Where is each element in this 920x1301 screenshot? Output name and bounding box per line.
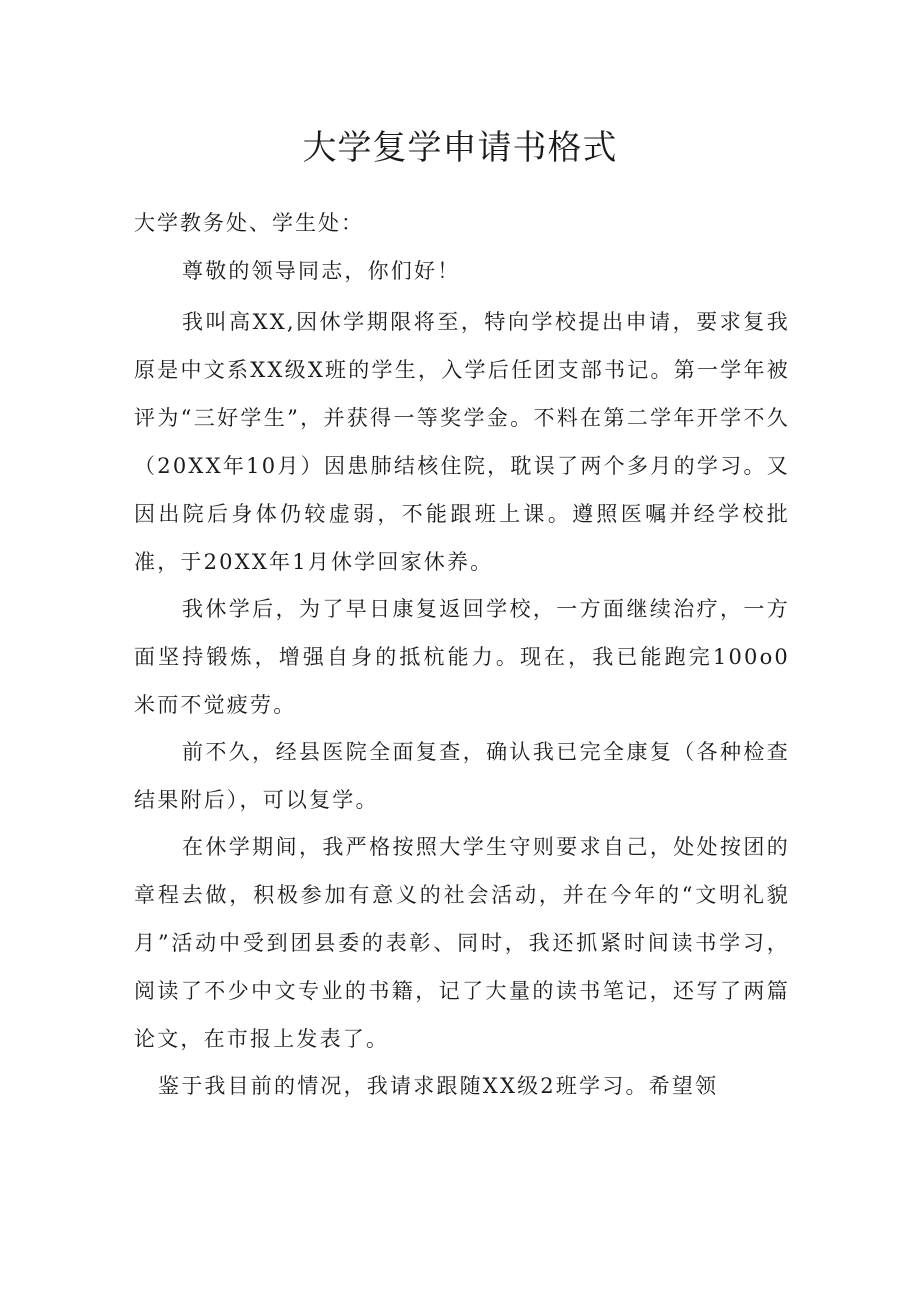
- salutation: 大学教务处、学生处：: [134, 211, 364, 235]
- paragraph-request: 鉴于我目前的情况，我请求跟随XX级2班学习。希望领: [158, 1074, 719, 1098]
- document-title: 大学复学申请书格式: [302, 128, 618, 168]
- paragraph-conduct: 在休学期间，我严格按照大学生守则要求自己，处处按团的章程去做，积极参加有意义的社会活动，并在今年的“文明礼貌月”活动中受到团县委的表彰、同时，我还抓紧时间读书学习，阅读了不少中文专业的书籍，记了大量的读书笔记，还写了两篇论文，在市报上发表了。: [134, 835, 790, 1051]
- paragraph-checkup: 前不久，经县医院全面复查，确认我已完全康复（各种检查结果附后），可以复学。: [134, 740, 790, 812]
- paragraph-greeting: 尊敬的领导同志，你们好！: [182, 259, 461, 283]
- paragraph-recovery: 我休学后，为了早日康复返回学校，一方面继续治疗，一方面坚持锻炼，增强自身的抵杭能力。现在，我已能跑完100o0米而不觉疲劳。: [134, 597, 790, 717]
- paragraph-background: 我叫高XX,因休学期限将至，特向学校提出申请，要求复我原是中文系XX级X班的学生，入学后任团支部书记。第一学年被评为“三好学生”，并获得一等奖学金。不料在第二学年开学不久（20XX年10月）因患肺结核住院，耽误了两个多月的学习。又因出院后身体仍较虚弱，不能跟班上课。遵照医嘱并经学校批准，于20XX年1月休学回家休养。: [134, 310, 790, 574]
